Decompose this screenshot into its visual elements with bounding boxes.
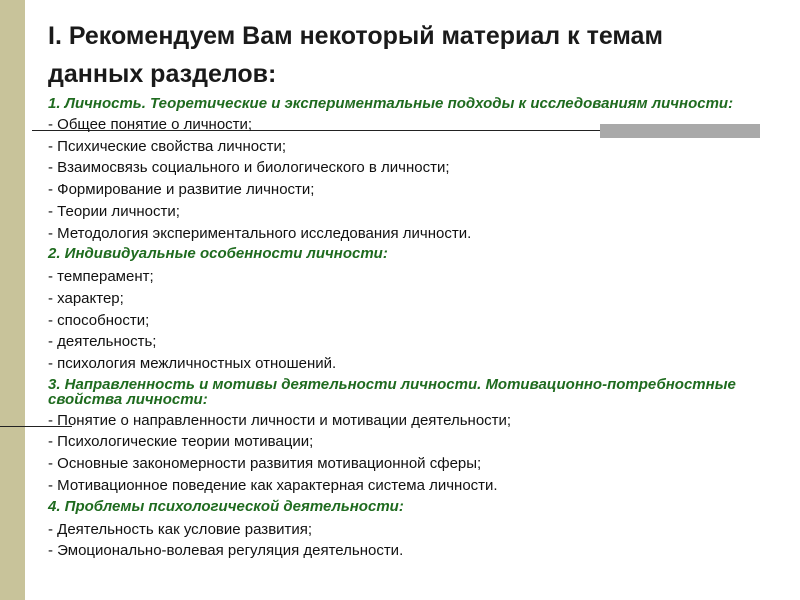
list-item: - Мотивационное поведение как характерная система личности. (48, 476, 498, 494)
section-heading: 4. Проблемы психологической деятельности: (48, 497, 404, 515)
list-item: - способности; (48, 311, 150, 329)
list-item: - Деятельность как условие развития; (48, 520, 313, 538)
section-2 (48, 244, 758, 375)
slide-content (48, 94, 758, 562)
list-item: - психология межличностных отношений. (48, 355, 337, 373)
list-item: - Эмоционально-волевая регуляция деятельности. (48, 542, 404, 560)
section-heading: 3. Направленность и мотивы деятельности личности. Мотивационно-потребностные свойства личности: (48, 375, 736, 408)
left-accent-bar (0, 0, 25, 600)
section-1 (48, 94, 758, 244)
list-item: - деятельность; (48, 333, 157, 351)
section-4 (48, 497, 758, 562)
slide-title: I. Рекомендуем Вам некоторый материал к темам данных разделов: (48, 22, 663, 88)
section-3 (48, 375, 758, 497)
list-item: - Психологические теории мотивации; (48, 433, 314, 451)
list-item: - темперамент; (48, 268, 154, 286)
list-item: - Формирование и развитие личности; (48, 181, 315, 199)
list-item: - Теории личности; (48, 202, 180, 220)
list-item: - Методология экспериментального исследования личности. (48, 224, 472, 242)
section-heading: 2. Индивидуальные особенности личности: (48, 245, 388, 263)
list-item: - Взаимосвязь социального и биологического в личности; (48, 159, 450, 177)
list-item: - Психические свойства личности; (48, 137, 287, 155)
list-item: - Понятие о направленности личности и мотивации деятельности; (48, 411, 512, 429)
section-heading: 1. Личность. Теоретические и экспериментальные подходы к исследованиям личности: (48, 95, 734, 112)
list-item: - Общее понятие о личности; (48, 116, 253, 133)
list-item: - Основные закономерности развития мотивационной сферы; (48, 455, 482, 473)
list-item: - характер; (48, 289, 124, 307)
